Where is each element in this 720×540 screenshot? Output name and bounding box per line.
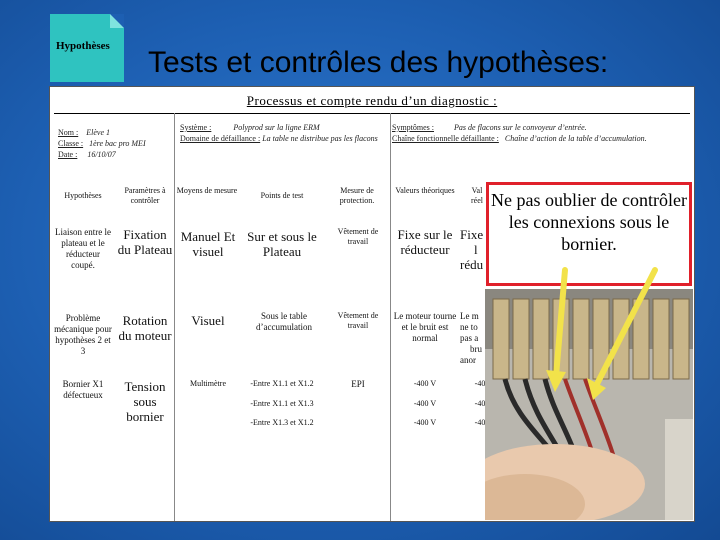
row2-points: Sous le table d’accumulation [256, 311, 312, 332]
nom-label: Nom : [58, 128, 79, 137]
col-header-moyens: Moyens de mesure [176, 186, 238, 195]
arrow-right-shaft [597, 270, 655, 384]
nom-value: Elève 1 [86, 128, 110, 137]
col-header-protection: Mesure de protection. [339, 186, 375, 205]
arrow-left-shaft [556, 270, 565, 376]
row2-theorique: Le moteur tourne et le bruit est normal [393, 311, 457, 343]
row2-parametre: Rotation du moteur [118, 313, 172, 343]
row3-hypothese: Bornier X1 défectueux [62, 379, 104, 400]
symptomes-label: Symptômes : [392, 123, 435, 132]
row2-moyen: Visuel [191, 313, 225, 328]
row1-reelle-part2: l [474, 242, 478, 257]
arrow-left-head-icon [546, 370, 566, 392]
col-header-hypotheses: Hypothèses [64, 191, 102, 200]
row1-points: Sur et sous le Plateau [247, 229, 317, 259]
systeme-value: Polyprod sur la ligne ERM [233, 123, 320, 132]
col-header-valeurs-reelles-part1: Val [471, 186, 483, 195]
date-label: Date : [58, 150, 78, 159]
row1-protection: Vêtement de travail [337, 227, 379, 246]
row2-reelle-part2: ne to [460, 322, 478, 332]
systeme-label: Système : [180, 123, 212, 132]
row3-protection: EPI [351, 379, 365, 389]
row2-reelle-part3: pas a [460, 333, 479, 343]
row1-theorique: Fixe sur le réducteur [397, 227, 453, 257]
document-title: Processus et compte rendu d’un diagnostic : [246, 93, 498, 108]
row3-theorique-1: -400 V [413, 379, 437, 388]
row3-point-2: -Entre X1.1 et X1.3 [250, 399, 314, 408]
row3-reelle-2: -40 [474, 399, 486, 408]
col-header-points: Points de test [260, 191, 304, 200]
row2-reelle-part1: Le m [460, 311, 479, 321]
col-header-valeurs-reelles-part2: réel [471, 196, 483, 205]
col-header-valeurs-theoriques: Valeurs théoriques [395, 186, 455, 195]
row3-reelle-3: -40 [474, 418, 486, 427]
hypotheses-tag-label: Hypothèses [56, 40, 110, 52]
row3-parametre: Tension sous bornier [124, 379, 166, 424]
row2-reelle-part5: anor [460, 355, 476, 365]
row1-moyen: Manuel Et visuel [180, 229, 236, 259]
row3-theorique-2: -400 V [413, 399, 437, 408]
row2-hypothese: Problème mécanique pour hypothèses 2 et 3 [54, 313, 112, 356]
date-value: 16/10/07 [87, 150, 116, 159]
row3-reelle-1: -40 [474, 379, 486, 388]
row2-protection: Vêtement de travail [337, 311, 379, 330]
row1-parametre: Fixation du Plateau [117, 227, 173, 257]
chaine-value: Chaîne d’action de la table d’accumulation. [504, 134, 647, 143]
row3-theorique-3: -400 V [413, 418, 437, 427]
classe-label: Classe : [58, 139, 84, 148]
row1-hypothese: Liaison entre le plateau et le réducteur coupé. [55, 227, 111, 270]
row3-point-3: -Entre X1.3 et X1.2 [250, 418, 314, 427]
chaine-label: Chaîne fonctionnelle défaillante : [392, 134, 499, 143]
domaine-label: Domaine de défaillance : [180, 134, 261, 143]
row3-point-1: -Entre X1.1 et X1.2 [250, 379, 314, 388]
row1-reelle-part3: rédu [460, 257, 484, 272]
classe-value: 1ère bac pro MEI [89, 139, 146, 148]
row2-reelle-part4: bru [470, 344, 482, 354]
row3-moyen: Multimètre [190, 379, 226, 388]
domaine-value: La table ne distribue pas les flacons [262, 134, 378, 143]
slide-title: Tests et contrôles des hypothèses: [148, 46, 609, 79]
col-header-parametres: Paramètres à contrôler [124, 186, 166, 205]
reminder-text: Ne pas oublier de contrôler les connexions sous le bornier. [491, 190, 687, 254]
symptomes-value: Pas de flacons sur le convoyeur d’entrée. [454, 123, 587, 132]
row1-reelle-part1: Fixe [460, 227, 484, 242]
